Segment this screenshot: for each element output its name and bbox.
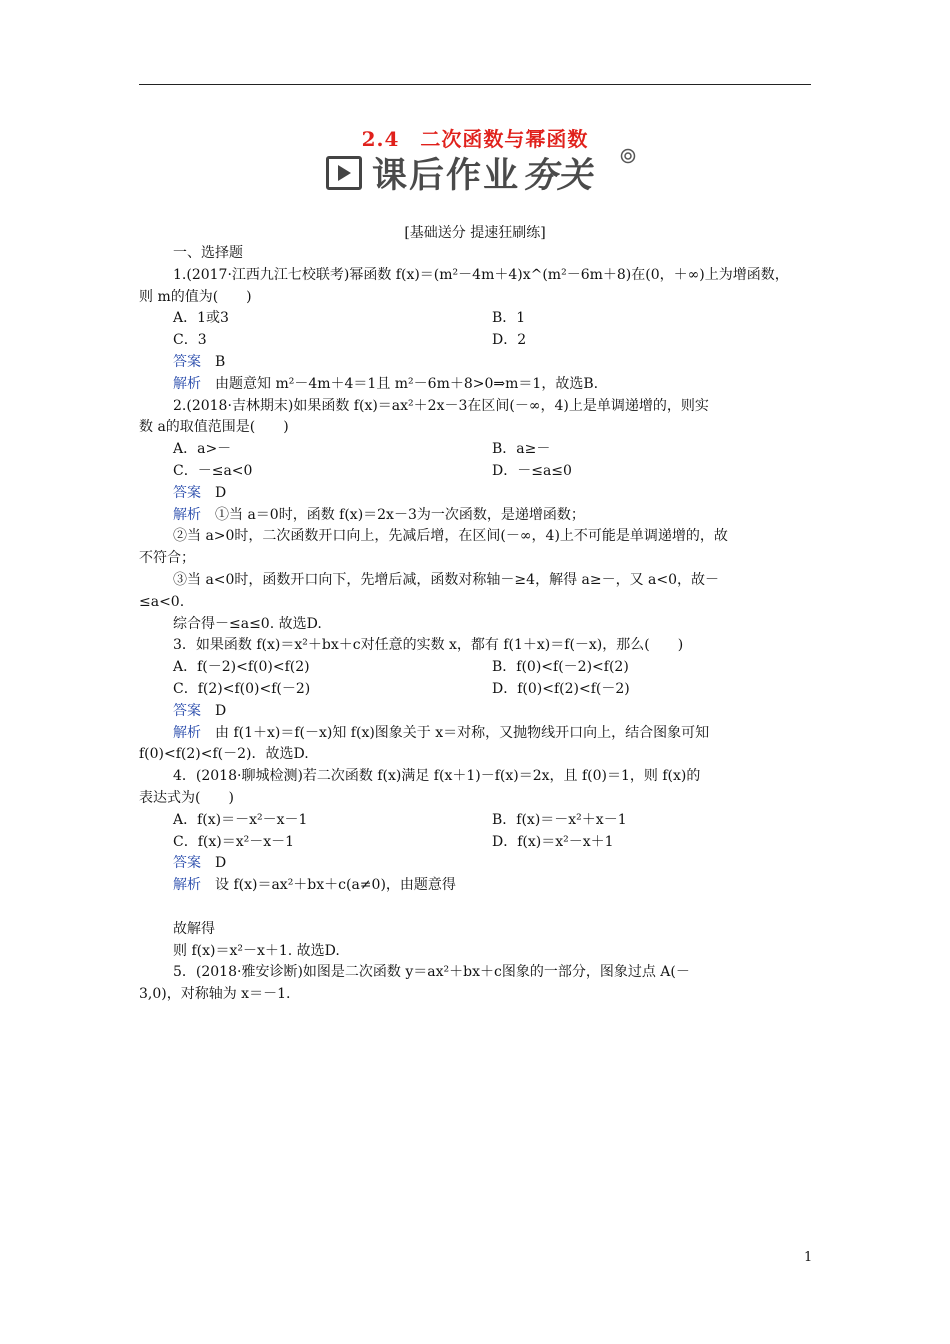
- section-heading: 一、选择题: [173, 245, 243, 261]
- question-2-cont: 数 a的取值范围是( ): [139, 419, 289, 436]
- option-d: D．f(0)<f(2)<f(－2): [492, 680, 630, 697]
- question-4-cont: 表达式为( ): [139, 789, 234, 806]
- explanation-text: 由题意知 m²－4m＋4＝1且 m²－6m＋8>0⇒m＝1，故选B.: [215, 375, 599, 392]
- explanation-text: 设 f(x)＝ax²＋bx＋c(a≠0)，由题意得: [215, 877, 456, 894]
- option-b: B．f(0)<f(－2)<f(2): [492, 659, 629, 676]
- homework-banner: [326, 150, 592, 196]
- play-icon: [326, 156, 362, 190]
- section-title: 2.4 二次函数与幂函数: [361, 127, 589, 151]
- explanation-4-solve: 故解得: [173, 920, 215, 937]
- question-5: 5．(2018·雅安诊断)如图是二次函数 y＝ax²＋bx＋c图象的一部分，图象过点 A(－: [173, 964, 690, 981]
- option-b: B．1: [492, 310, 526, 327]
- answer-label: 答案: [173, 702, 201, 719]
- question-3-options-row1: [139, 657, 811, 679]
- question-2-options-row1: [139, 439, 811, 461]
- question-1-cont: 则 m的值为( ): [139, 288, 252, 305]
- option-b: B．a≥－: [492, 441, 551, 458]
- question-1-options-row2: [139, 330, 811, 352]
- explanation-2-case3-cont: ≤a<0.: [139, 593, 185, 610]
- option-c: C．－≤a<0: [173, 462, 253, 479]
- explanation-3: [139, 723, 811, 745]
- explanation-2-case2-cont: 不符合；: [139, 550, 195, 567]
- option-d: D．－≤a≤0: [492, 462, 572, 479]
- question-3-options-row2: [139, 679, 811, 701]
- banner-logo: 夯关: [522, 156, 593, 196]
- question-2: 2.(2018·吉林期末)如果函数 f(x)＝ax²＋2x－3在区间(－∞，4)上是单调递增的，则实: [173, 397, 709, 414]
- question-3: 3．如果函数 f(x)＝x²＋bx＋c对任意的实数 x，都有 f(1＋x)＝f(－x)，那么( ): [173, 637, 684, 654]
- option-d: D．2: [492, 332, 527, 349]
- blank-line: [139, 897, 811, 919]
- explanation-label: 解析: [173, 724, 201, 741]
- answer-1: [139, 352, 811, 374]
- explanation-text: ①当 a＝0时，函数 f(x)＝2x－3为一次函数，是递增函数；: [215, 506, 585, 523]
- exercise-content: [139, 243, 811, 1006]
- question-4: 4．(2018·聊城检测)若二次函数 f(x)满足 f(x＋1)－f(x)＝2x，且 f(0)＝1，则 f(x)的: [173, 768, 701, 785]
- option-a: A．1或3: [173, 310, 229, 327]
- option-c: C．f(x)＝x²－x－1: [173, 833, 295, 850]
- explanation-2-case2: ②当 a>0时，二次函数开口向上，先减后增，在区间(－∞，4)上不可能是单调递增的，故: [173, 528, 728, 545]
- explanation-3-cont: f(0)<f(2)<f(－2)．故选D.: [139, 746, 309, 763]
- option-d: D．f(x)＝x²－x＋1: [492, 833, 614, 850]
- subtitle: [基础送分 提速狂刷练]: [404, 225, 546, 241]
- answer-label: 答案: [173, 855, 201, 872]
- answer-label: 答案: [173, 353, 201, 370]
- explanation-label: 解析: [173, 877, 201, 894]
- explanation-2-case3: ③当 a<0时，函数开口向下，先增后减，函数对称轴－≥4，解得 a≥－，又 a<0，故－: [173, 571, 720, 588]
- explanation-4-conclusion: 则 f(x)＝x²－x＋1. 故选D.: [173, 942, 340, 959]
- option-c: C．f(2)<f(0)<f(－2): [173, 680, 311, 697]
- explanation-label: 解析: [173, 506, 201, 523]
- answer-4: [139, 853, 811, 875]
- header-rule: [139, 84, 811, 85]
- option-b: B．f(x)＝－x²＋x－1: [492, 811, 627, 828]
- explanation-2: [139, 505, 811, 527]
- answer-value: D: [215, 702, 227, 719]
- option-a: A．f(x)＝－x²－x－1: [173, 811, 308, 828]
- option-a: A．a>－: [173, 441, 232, 458]
- question-1: 1.(2017·江西九江七校联考)幂函数 f(x)＝(m²－4m＋4)x^(m²－6m＋8)在(0，＋∞)上为增函数，: [173, 266, 789, 283]
- option-c: C．3: [173, 332, 207, 349]
- banner-text: 课后作业: [372, 156, 521, 196]
- answer-value: B: [215, 353, 226, 370]
- answer-value: D: [215, 484, 227, 501]
- page-number: 1: [804, 1250, 813, 1265]
- question-4-options-row1: [139, 810, 811, 832]
- answer-3: [139, 701, 811, 723]
- answer-label: 答案: [173, 484, 201, 501]
- option-a: A．f(－2)<f(0)<f(2): [173, 659, 310, 676]
- explanation-text: 由 f(1＋x)＝f(－x)知 f(x)图象关于 x＝对称，又抛物线开口向上，结合图象可知: [215, 724, 710, 741]
- explanation-1: [139, 374, 811, 396]
- question-4-options-row2: [139, 832, 811, 854]
- question-5-cont: 3,0)，对称轴为 x＝－1.: [139, 986, 291, 1003]
- question-2-options-row2: [139, 461, 811, 483]
- explanation-label: 解析: [173, 375, 201, 392]
- explanation-4: [139, 875, 811, 897]
- answer-2: [139, 483, 811, 505]
- question-1-options-row1: [139, 308, 811, 330]
- answer-value: D: [215, 855, 227, 872]
- seal-icon: [620, 148, 636, 164]
- explanation-2-conclusion: 综合得－≤a≤0. 故选D.: [173, 615, 322, 632]
